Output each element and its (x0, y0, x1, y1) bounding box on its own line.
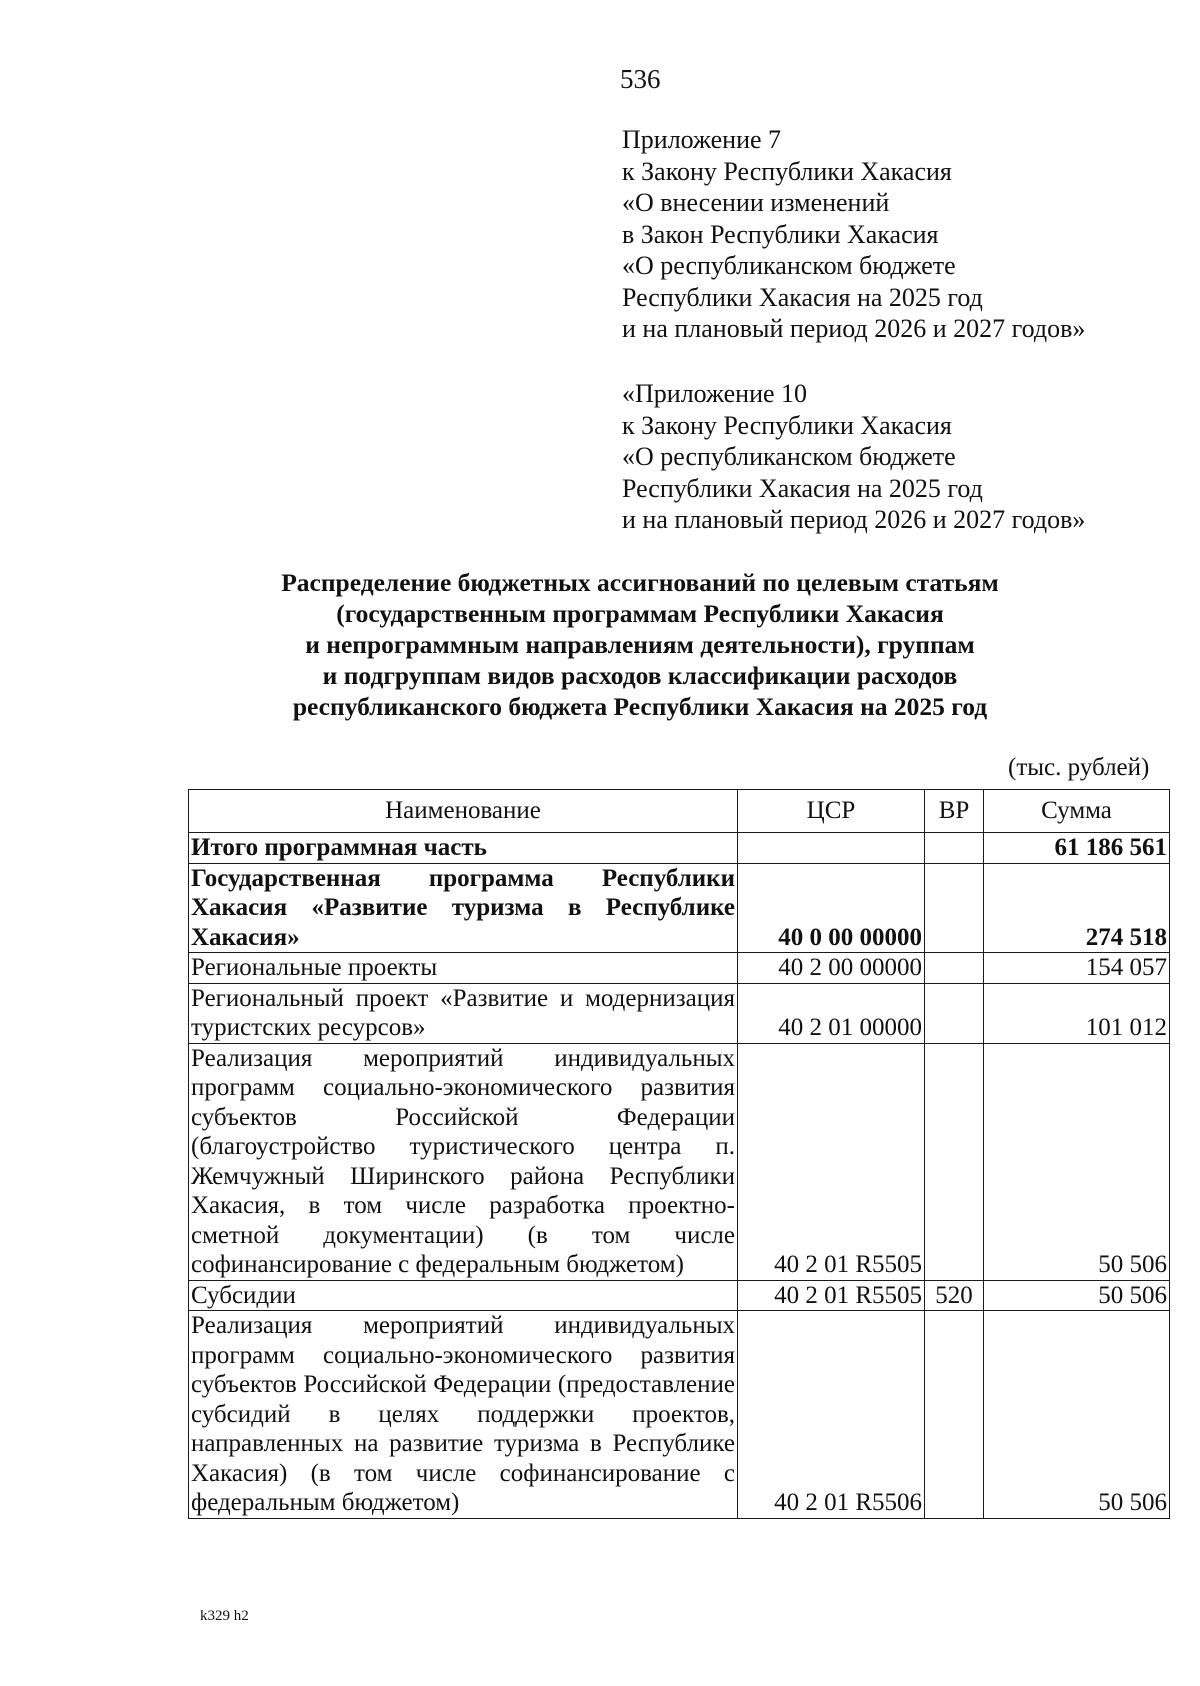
header-name: Наименование (189, 790, 738, 833)
table-row (189, 1043, 1170, 1280)
row-sum: 50 506 (984, 1043, 1170, 1280)
table-header-row (189, 790, 1170, 833)
appendix-7-line: «О республиканском бюджете (622, 251, 956, 280)
row-name: Субсидии (189, 1280, 738, 1311)
appendix-10-line: «Приложение 10 (622, 379, 808, 408)
appendix-10-line: и на плановый период 2026 и 2027 годов» (622, 505, 1086, 534)
units-label: (тыс. рублей) (1008, 754, 1150, 781)
footer-code: k329 h2 (200, 1608, 249, 1624)
row-name: Реализация мероприятий индивидуальных программ социально-экономического развития субъектов Российской Федерации (благоустройство туристического центра п. Жемчужный Ширинского района Республики Хакасия, в том числе разработка проектно-сметной документации) (в том числе софинансирование с федеральным бюджетом) (189, 1043, 738, 1280)
row-vr: 520 (925, 1280, 984, 1311)
appendix-7-line: и на плановый период 2026 и 2027 годов» (622, 314, 1086, 343)
appendix-10-header (622, 378, 1085, 536)
budget-table (188, 789, 1170, 1519)
appendix-10-line: «О республиканском бюджете (622, 442, 956, 471)
title-line: и подгруппам видов расходов классификации расходов (322, 661, 958, 690)
title-line: республиканского бюджета Республики Хакасия на 2025 год (292, 692, 988, 721)
row-csr: 40 2 01 R5505 (738, 1043, 925, 1280)
row-name: Итого программная часть (189, 833, 738, 864)
table-row (189, 1311, 1170, 1519)
row-vr (925, 1311, 984, 1519)
appendix-7-header (622, 124, 1085, 345)
title-line: и непрограммным направлениям деятельности), группам (305, 630, 975, 659)
title-line: (государственным программам Республики Хакасия (336, 599, 944, 628)
header-sum: Сумма (984, 790, 1170, 833)
table-row (189, 863, 1170, 953)
appendix-10-line: Республики Хакасия на 2025 год (622, 473, 983, 503)
row-name: Государственная программа Республики Хакасия «Развитие туризма в Республике Хакасия» (189, 863, 738, 953)
row-csr: 40 0 00 00000 (738, 863, 925, 953)
header-csr: ЦСР (738, 790, 925, 833)
row-sum: 274 518 (984, 863, 1170, 953)
row-csr: 40 2 01 00000 (738, 983, 925, 1043)
row-csr: 40 2 01 R5506 (738, 1311, 925, 1519)
title-line: Распределение бюджетных ассигнований по целевым статьям (281, 568, 999, 597)
row-sum: 50 506 (984, 1280, 1170, 1311)
row-vr (925, 1043, 984, 1280)
row-name: Региональный проект «Развитие и модернизация туристских ресурсов» (189, 983, 738, 1043)
table-row (189, 1280, 1170, 1311)
row-name: Реализация мероприятий индивидуальных программ социально-экономического развития субъектов Российской Федерации (предоставление субсидий в целях поддержки проектов, направленных на развитие туризма в Республике Хакасия) (в том числе софинансирование с федеральным бюджетом) (189, 1311, 738, 1519)
table-row (189, 983, 1170, 1043)
row-sum: 101 012 (984, 983, 1170, 1043)
row-vr (925, 983, 984, 1043)
row-name: Региональные проекты (189, 953, 738, 984)
row-sum: 154 057 (984, 953, 1170, 984)
row-vr (925, 833, 984, 864)
table-row (189, 833, 1170, 864)
row-vr (925, 863, 984, 953)
header-vr: ВР (925, 790, 984, 833)
appendix-10-line: к Закону Республики Хакасия (622, 410, 952, 440)
page-number: 536 (620, 64, 661, 94)
appendix-7-line: к Закону Республики Хакасия (622, 156, 952, 186)
row-vr (925, 953, 984, 984)
document-title (190, 567, 1090, 722)
row-sum: 50 506 (984, 1311, 1170, 1519)
row-sum: 61 186 561 (984, 833, 1170, 864)
row-csr (738, 833, 925, 864)
appendix-7-line: в Закон Республики Хакасия (622, 219, 939, 249)
table-row (189, 953, 1170, 984)
row-csr: 40 2 00 00000 (738, 953, 925, 984)
row-csr: 40 2 01 R5505 (738, 1280, 925, 1311)
appendix-7-line: Приложение 7 (622, 125, 782, 154)
appendix-7-line: Республики Хакасия на 2025 год (622, 282, 983, 312)
appendix-7-line: «О внесении изменений (622, 188, 890, 217)
